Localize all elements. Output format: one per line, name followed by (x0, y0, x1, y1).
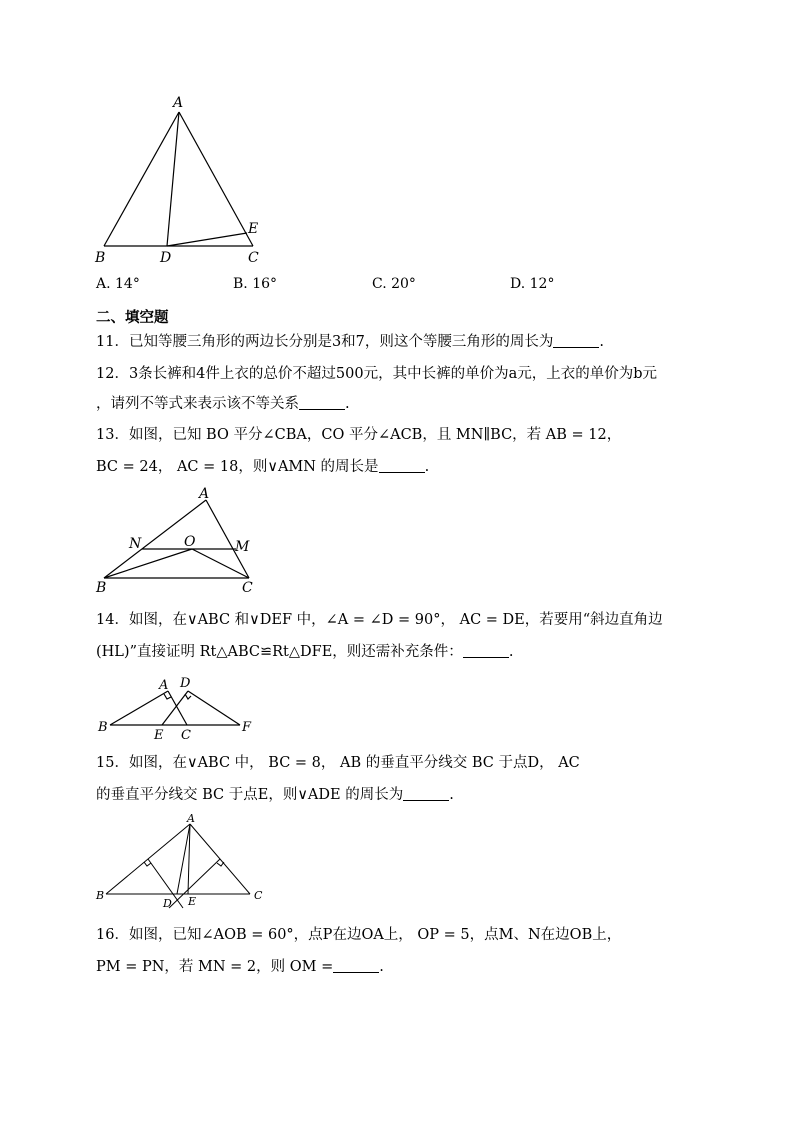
question-15-line1: 15．如图，在∨ABC 中， BC = 8， AB 的垂直平分线交 BC 于点D， AC (96, 755, 580, 771)
label-n: N (129, 536, 142, 552)
question-14-line2: (HL)”直接证明 Rt△ABC≌Rt△DFE，则还需补充条件： . (96, 644, 514, 660)
answer-blank-14[interactable] (463, 643, 509, 658)
label-o: O (184, 534, 196, 550)
question-12-text: ，请列不等式来表示该不等关系 (96, 396, 299, 412)
answer-blank-15[interactable] (403, 786, 449, 801)
label-d: D (160, 250, 172, 266)
answer-blank-13[interactable] (379, 458, 425, 473)
label-a: A (159, 678, 169, 693)
question-11-text: 11．已知等腰三角形的两边长分别是3和7，则这个等腰三角形的周长为 (96, 334, 554, 350)
question-15-text: 的垂直平分线交 BC 于点E，则∨ADE 的周长为 (96, 787, 404, 803)
figure-triangle-abc-q10 (90, 92, 270, 267)
question-15-line2: 的垂直平分线交 BC 于点E，则∨ADE 的周长为 . (96, 787, 454, 803)
question-14-text: (HL)”直接证明 Rt△ABC≌Rt△DFE，则还需补充条件： (96, 644, 463, 660)
question-13-text: BC = 24， AC = 18，则∨AMN 的周长是 (96, 459, 379, 475)
label-a: A (173, 95, 184, 111)
choice-d[interactable]: D. 12° (510, 276, 555, 292)
choice-c[interactable]: C. 20° (372, 276, 416, 292)
question-13-line2: BC = 24， AC = 18，则∨AMN 的周长是 . (96, 459, 430, 475)
label-c: C (248, 250, 259, 266)
answer-blank-12[interactable] (299, 395, 345, 410)
choice-b[interactable]: B. 16° (233, 276, 278, 292)
choice-a[interactable]: A. 14° (96, 276, 140, 292)
label-e: E (248, 221, 259, 237)
label-b: B (96, 889, 105, 902)
label-c: C (254, 889, 263, 902)
question-12-line2: ，请列不等式来表示该不等关系 . (96, 396, 350, 412)
label-m: M (235, 539, 250, 555)
label-a: A (199, 486, 210, 502)
label-c: C (181, 728, 191, 743)
section-title: 二、填空题 (96, 309, 169, 326)
label-e: E (154, 728, 164, 743)
question-14-line1: 14．如图，在∨ABC 和∨DEF 中，∠A = ∠D = 90°， AC = DE，若要用“斜边直角边 (96, 612, 663, 628)
label-c: C (242, 580, 253, 596)
label-d: D (163, 897, 172, 910)
figure-triangles-q14 (92, 673, 262, 743)
answer-blank-16[interactable] (333, 958, 379, 973)
question-16-line1: 16．如图，已知∠AOB = 60°，点P在边OA上， OP = 5，点M、N在边OB上， (96, 927, 622, 943)
question-11: 11．已知等腰三角形的两边长分别是3和7，则这个等腰三角形的周长为 . (96, 334, 605, 350)
question-13-line1: 13．如图，已知 BO 平分∠CBA，CO 平分∠ACB，且 MN∥BC，若 AB = 12， (96, 427, 622, 443)
question-16-text: PM = PN，若 MN = 2，则 OM = (96, 959, 334, 975)
label-b: B (98, 720, 108, 735)
question-12-line1: 12．3条长裤和4件上衣的总价不超过500元，其中长裤的单价为a元，上衣的单价为b元 (96, 366, 658, 382)
answer-blank-11[interactable] (553, 333, 599, 348)
figure-triangle-q15 (92, 812, 272, 914)
label-d: D (180, 676, 191, 691)
label-e: E (188, 895, 197, 908)
label-b: B (96, 580, 107, 596)
label-a: A (187, 812, 195, 825)
label-b: B (95, 250, 106, 266)
label-f: F (242, 720, 252, 735)
figure-triangle-q13 (92, 484, 262, 596)
question-16-line2: PM = PN，若 MN = 2，则 OM = . (96, 959, 384, 975)
